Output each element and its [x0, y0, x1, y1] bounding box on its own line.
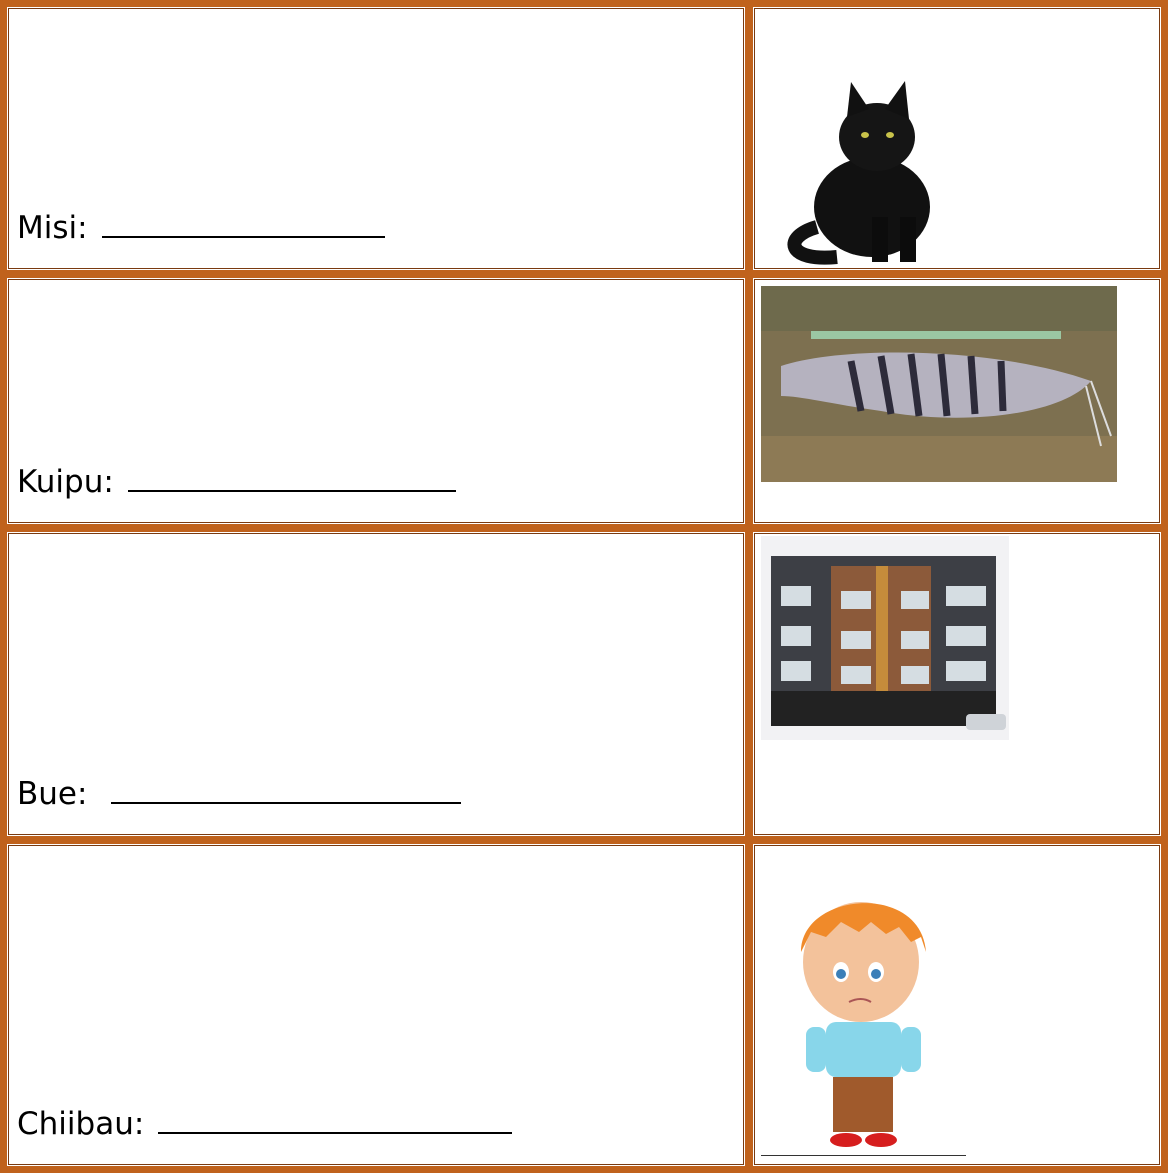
apartment-building-image	[761, 536, 1009, 740]
answer-line[interactable]	[102, 235, 385, 238]
picture-cell-1	[749, 3, 1165, 274]
black-cat-image	[777, 77, 947, 267]
word-text: Chiibau:	[17, 1106, 145, 1142]
answer-line[interactable]	[111, 801, 461, 804]
picture-cell-3	[749, 528, 1165, 840]
picture-caption-line	[761, 1155, 966, 1156]
picture-cell-4	[749, 840, 1165, 1170]
sad-boy-image	[771, 872, 971, 1172]
answer-line[interactable]	[128, 489, 456, 492]
answer-line[interactable]	[158, 1131, 512, 1134]
catfish-image	[761, 286, 1117, 482]
word-cell-3	[3, 528, 749, 840]
word-label-chiibau	[17, 1106, 512, 1142]
word-text: Bue:	[17, 776, 88, 812]
word-label-kuipu	[17, 464, 456, 500]
word-text: Misi:	[17, 210, 88, 246]
word-cell-1	[3, 3, 749, 274]
word-text: Kuipu:	[17, 464, 114, 500]
picture-cell-2	[749, 274, 1165, 528]
word-cell-4	[3, 840, 749, 1170]
word-cell-2	[3, 274, 749, 528]
word-label-bue	[17, 776, 461, 812]
word-label-misi	[17, 210, 385, 246]
